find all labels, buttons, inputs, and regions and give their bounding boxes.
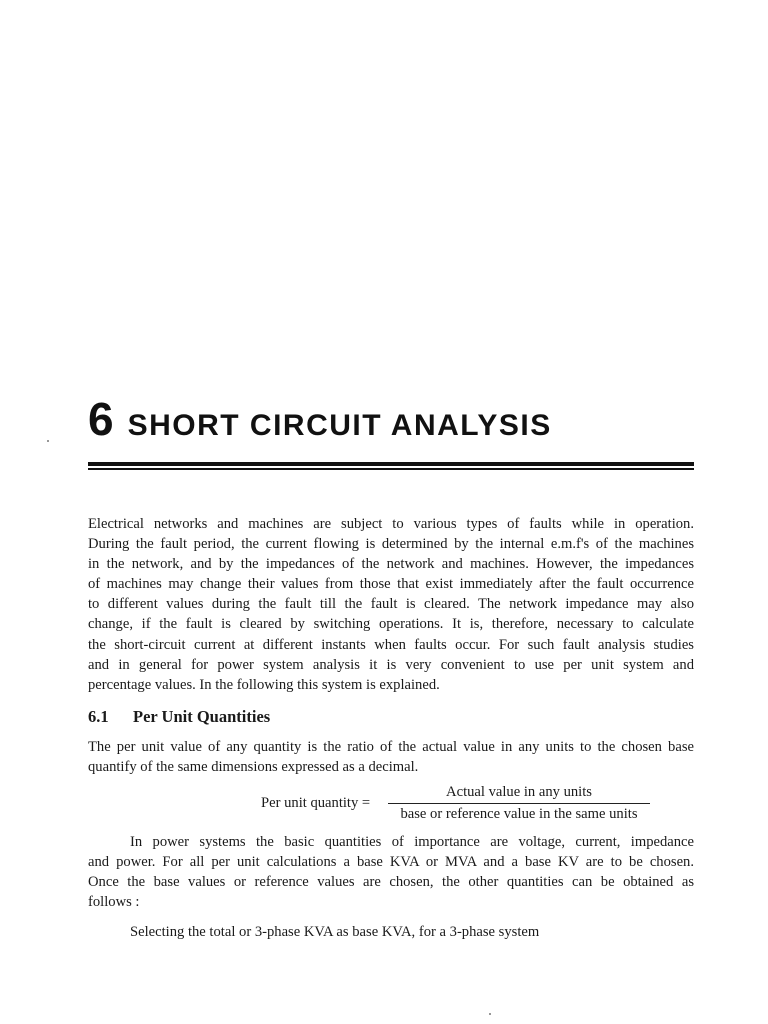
chapter-heading xyxy=(88,392,552,446)
paragraph-line: percentage values. In the following this system is explained. xyxy=(88,676,440,693)
paragraph-line: The per unit value of any quantity is the ratio of the actual value in any units to the chosen base xyxy=(88,739,694,755)
scan-speck xyxy=(489,1013,491,1015)
section-title: Per Unit Quantities xyxy=(133,707,271,726)
formula-label: Per unit quantity = xyxy=(261,795,371,811)
paragraph-line: the short-circuit current at different instants when faults occur. For such fault analysis studies xyxy=(88,636,694,653)
paragraph-line: follows : xyxy=(88,894,140,911)
heading-rule-thick xyxy=(88,462,694,466)
paragraph-line: Once the base values or reference values are chosen, the other quantities can be obtained as xyxy=(88,874,694,891)
paragraph-line: Electrical networks and machines are subject to various types of faults while in operation. xyxy=(88,516,694,532)
power-paragraph xyxy=(88,832,694,912)
definition-paragraph xyxy=(88,737,694,777)
paragraph-line: quantify of the same dimensions expressed as a decimal. xyxy=(88,759,419,776)
paragraph-line: and in general for power system analysis it is very convenient to use per unit system and xyxy=(88,656,694,673)
heading-rule-thin xyxy=(88,468,694,470)
paragraph-line: to different values during the fault till the fault is cleared. The network impedance may also xyxy=(88,596,694,613)
paragraph-line: In power systems the basic quantities of importance are voltage, current, impedance xyxy=(130,834,694,850)
section-heading xyxy=(88,707,270,727)
formula-numerator: Actual value in any units xyxy=(446,784,592,800)
chapter-number: 6 xyxy=(88,393,114,445)
paragraph-line: change, if the fault is cleared by switching operations. It is, therefore, necessary to calculate xyxy=(88,616,694,633)
paragraph-line: and power. For all per unit calculations a base KVA or MVA and a base KV are to be chosen. xyxy=(88,854,694,871)
paragraph-line: During the fault period, the current flowing is determined by the internal e.m.f's of the machines xyxy=(88,536,694,553)
paragraph-line: in the network, and by the impedances of the network and machines. However, the impedances xyxy=(88,556,694,573)
chapter-title: SHORT CIRCUIT ANALYSIS xyxy=(127,409,552,442)
section-number: 6.1 xyxy=(88,707,109,726)
fraction-bar xyxy=(388,803,650,804)
last-line: Selecting the total or 3-phase KVA as base KVA, for a 3-phase system xyxy=(130,924,540,940)
scan-speck xyxy=(47,440,49,442)
intro-paragraph xyxy=(88,514,694,695)
paragraph-line: of machines may change their values from those that exist immediately after the fault occurrence xyxy=(88,576,694,593)
formula-denominator: base or reference value in the same units xyxy=(400,806,638,822)
